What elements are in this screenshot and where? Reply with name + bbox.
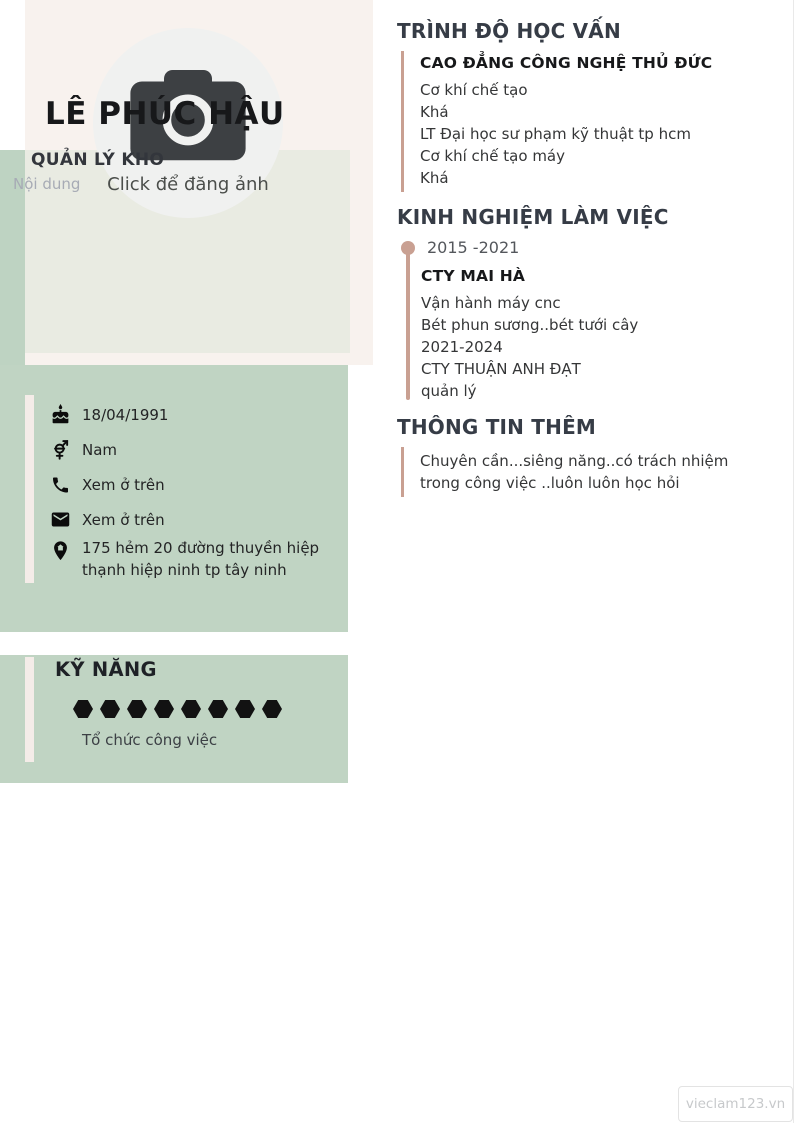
main-column [397, 16, 777, 507]
personal-info-list [50, 397, 330, 581]
address-value: 175 hẻm 20 đường thuyền hiệp thạnh hiệp ninh tp tây ninh [82, 539, 320, 579]
skill-name[interactable]: Tổ chức công việc [82, 731, 218, 749]
summary-placeholder[interactable]: Nội dung [13, 175, 81, 193]
email-icon [50, 509, 71, 530]
skill-level-dot [208, 700, 228, 718]
skills-panel [0, 655, 348, 783]
experience-line: 2021-2024 [421, 338, 503, 356]
experience-entry[interactable] [397, 238, 777, 402]
skill-level-dot [235, 700, 255, 718]
location-icon [50, 540, 71, 562]
gender-icon [50, 439, 71, 460]
experience-line: Bét phun sương..bét tưới cây [421, 316, 639, 334]
skill-level-dot [181, 700, 201, 718]
info-row-birthday[interactable] [50, 397, 330, 432]
education-school: CAO ĐẲNG CÔNG NGHỆ THỦ ĐỨC [420, 54, 713, 72]
education-line: Khá [420, 169, 449, 187]
education-entry[interactable] [401, 51, 777, 192]
email-value: Xem ở trên [82, 510, 165, 529]
skill-dots[interactable] [73, 700, 282, 718]
skill-level-dot [262, 700, 282, 718]
skills-heading: KỸ NĂNG [55, 658, 157, 681]
birthday-value: 18/04/1991 [82, 405, 169, 424]
skills-accent-bar [25, 657, 34, 762]
additional-info-entry[interactable] [401, 447, 777, 497]
education-section [397, 16, 777, 192]
experience-line: CTY THUẬN ANH ĐẠT [421, 360, 581, 378]
skill-level-dot [73, 700, 93, 718]
watermark-badge [678, 1086, 793, 1122]
education-line: LT Đại học sư phạm kỹ thuật tp hcm [420, 125, 691, 143]
skill-level-dot [100, 700, 120, 718]
photo-upload-hint: Click để đăng ảnh [107, 173, 269, 195]
info-accent-bar [25, 395, 34, 583]
experience-section [397, 202, 777, 402]
candidate-name[interactable]: LÊ PHÚC HẬU [45, 96, 285, 132]
experience-heading: KINH NGHIỆM LÀM VIỆC [397, 205, 669, 229]
additional-info-text: Chuyên cần...siêng năng..có trách nhiệm trong công việc ..luôn luôn học hỏi [420, 452, 729, 492]
experience-line: quản lý [421, 382, 477, 400]
info-row-phone[interactable] [50, 467, 330, 502]
skill-level-dot [154, 700, 174, 718]
additional-info-heading: THÔNG TIN THÊM [397, 415, 597, 439]
skill-level-dot [127, 700, 147, 718]
candidate-title[interactable]: QUẢN LÝ KHO [31, 150, 165, 170]
education-line: Cơ khí chế tạo [420, 81, 528, 99]
experience-company: CTY MAI HÀ [421, 267, 526, 285]
birthday-icon [50, 404, 71, 425]
info-row-gender[interactable] [50, 432, 330, 467]
experience-line: Vận hành máy cnc [421, 294, 561, 312]
info-row-address[interactable] [50, 537, 330, 581]
additional-info-section [397, 412, 777, 497]
info-row-email[interactable] [50, 502, 330, 537]
gender-value: Nam [82, 440, 118, 459]
education-line: Khá [420, 103, 449, 121]
watermark-text: vieclam123.vn [685, 1096, 786, 1112]
education-heading: TRÌNH ĐỘ HỌC VẤN [397, 19, 621, 43]
phone-icon [50, 475, 71, 495]
phone-value: Xem ở trên [82, 475, 165, 494]
experience-period: 2015 -2021 [427, 238, 520, 257]
timeline-dot-icon [401, 241, 415, 255]
education-line: Cơ khí chế tạo máy [420, 147, 565, 165]
